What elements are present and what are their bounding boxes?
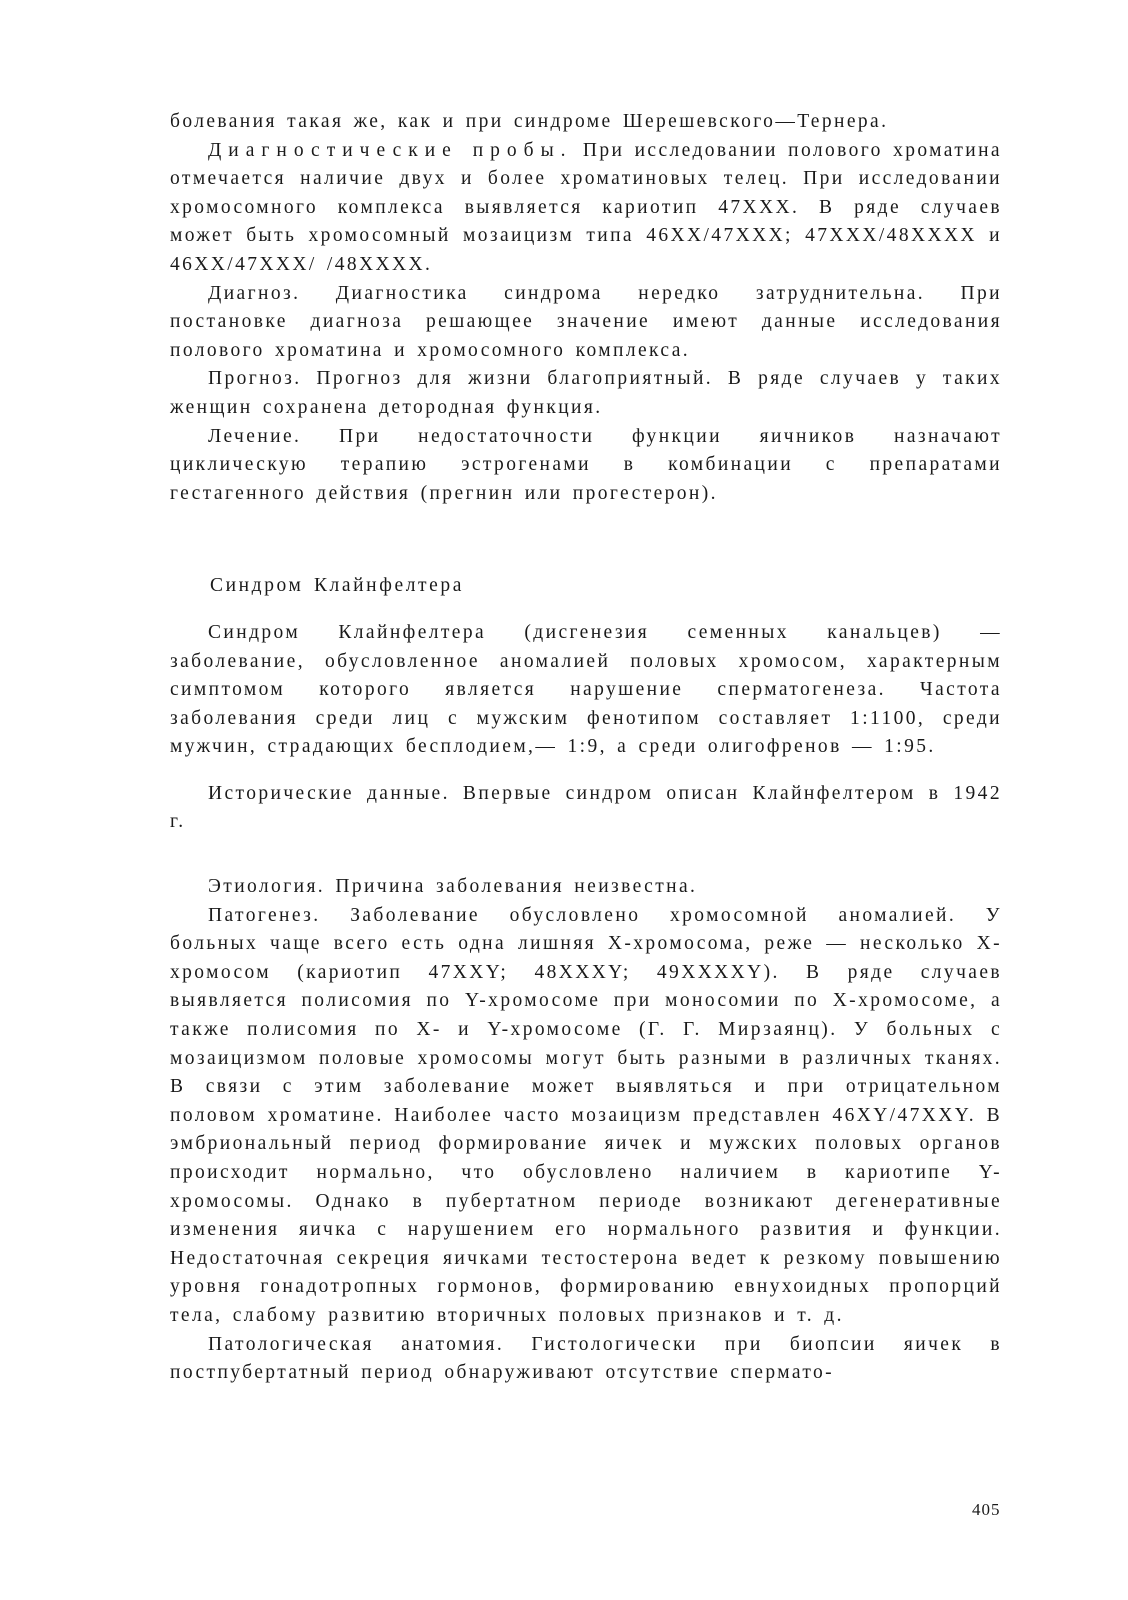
page-number: 405	[972, 1500, 1001, 1519]
etiology-paragraph: Этиология. Причина заболевания неизвестна.	[208, 876, 698, 898]
diagnostic-tests-text: При исследовании полового хроматина отмечается наличие двух и более хроматиновых телец. При исследовании хромосомного комплекса выявляется кариотип 47XXX. В ряде случаев может быть хромосомный мозаицизм типа 46XX/47XXX; 47XXX/48XXXX и 46XX/47XXX/ /48XXXX.	[170, 139, 1002, 275]
diagnostic-tests-lead: Диагностические пробы.	[208, 139, 573, 161]
section-heading: Синдром Клайнфелтера	[210, 575, 465, 597]
klinefelter-intro-paragraph: Синдром Клайнфелтера (дисгенезия семенных канальцев) — заболевание, обусловленное аномалией половых хромосом, характерным симптомом которого является нарушение сперматогенеза. Частота заболевания среди лиц с мужским фенотипом составляет 1:1100, среди мужчин, страдающих бесплодием,— 1:9, а среди олигофренов — 1:95.	[170, 621, 1002, 758]
diagnostic-tests-paragraph	[170, 137, 1002, 280]
top-paragraph: болевания такая же, как и при синдроме Шерешевского—Тернера.	[170, 111, 889, 132]
treatment-paragraph: Лечение. При недостаточности функции яичников назначают циклическую терапию эстрогенами в комбинации с препаратами гестагенного действия (прегнин или прогестерон).	[170, 425, 1002, 504]
history-paragraph: Исторические данные. Впервые синдром описан Клайнфелтером в 1942 г.	[170, 782, 1002, 833]
pathological-anatomy-paragraph: Патологическая анатомия. Гистологически при биопсии яичек в постпубертатный период обнаруживают отсутствие спермато-	[170, 1333, 1002, 1384]
diagnosis-paragraph: Диагноз. Диагностика синдрома нередко затруднительна. При постановке диагноза решающее значение имеют данные исследования полового хроматина и хромосомного комплекса.	[170, 282, 1002, 361]
document-page	[170, 108, 1002, 1388]
pathogenesis-paragraph: Патогенез. Заболевание обусловлено хромосомной аномалией. У больных чаще всего есть одна лишняя Х-хромосома, реже — несколько Х-хромосом (кариотип 47XXY; 48XXXY; 49XXXXY). В ряде случаев выявляется полисомия по Y-хромосоме при моносомии по Х-хромосоме, а также полисомия по Х- и Y-хромосоме (Г. Г. Мирзаянц). У больных с мозаицизмом половые хромосомы могут быть разными в различных тканях. В связи с этим заболевание может выявляться и при отрицательном половом хроматине. Наиболее часто мозаицизм представлен 46XY/47XXY. В эмбриональный период формирование яичек и мужских половых органов происходит нормально, что обусловлено наличием в кариотипе Y-хромосомы. Однако в пубертатном периоде возникают дегенеративные изменения яичка с нарушением его нормального развития и функции. Недостаточная секреция яичками тестостерона ведет к резкому повышению уровня гонадотропных гормонов, формированию евнухоидных пропорций тела, слабому развитию вторичных половых признаков и т. д.	[170, 904, 1002, 1326]
prognosis-paragraph: Прогноз. Прогноз для жизни благоприятный. В ряде случаев у таких женщин сохранена детородная функция.	[170, 368, 1002, 418]
